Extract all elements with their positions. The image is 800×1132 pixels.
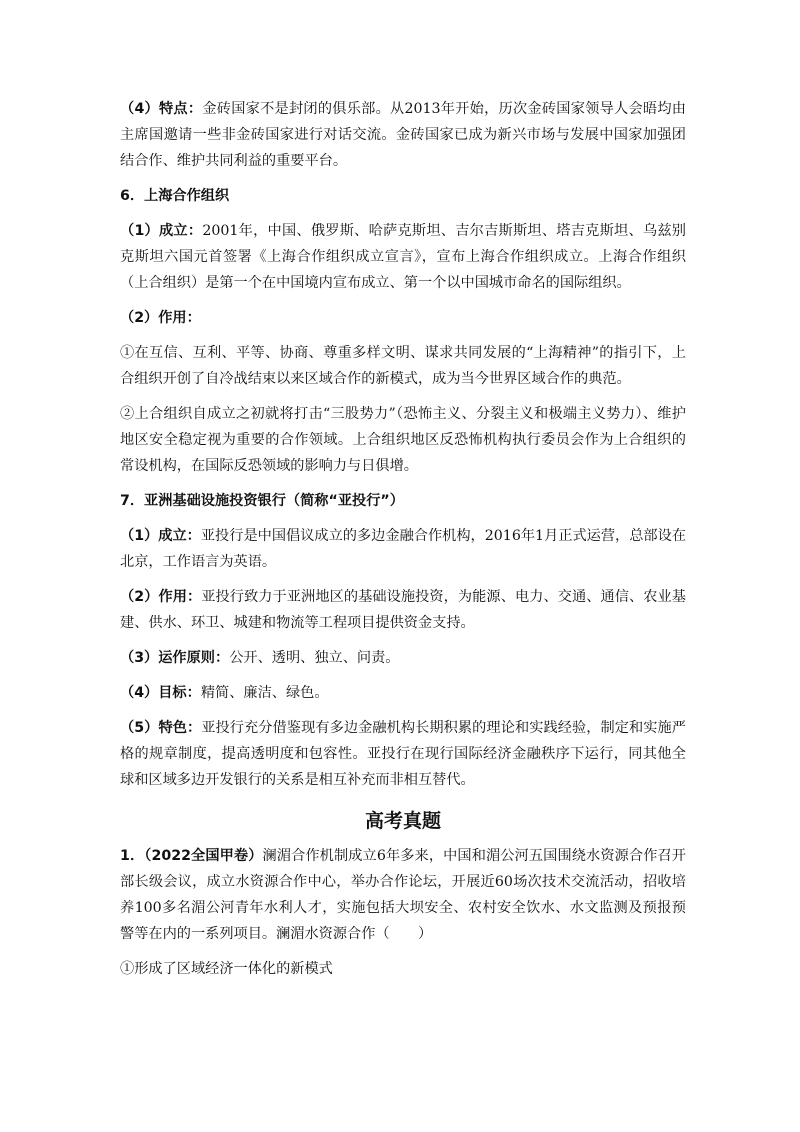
aiib-principle-label: （3）运作原则： — [120, 650, 230, 666]
aiib-founding-paragraph — [120, 523, 686, 575]
exam-question-1-text: 澜湄合作机制成立6年多来，中国和湄公河五国围绕水资源合作召开部长级会议，成立水资源合作中心，举办合作论坛，开展近60场次技术交流活动，招收培养100多名湄公河青年水利人才，实施包括大坝安全、农村安全饮水、水文监测及预报预警等在内的一系列项目。澜湄水资源合作（ ） — [120, 848, 686, 942]
sco-role-item-2: ②上合组织自成立之初就将打击“三股势力”（恐怖主义、分裂主义和极端主义势力）、维护地区安全稳定视为重要的合作领域。上合组织地区反恐怖机构执行委员会作为上合组织的常设机构，在国际反恐领域的影响力与日俱增。 — [120, 406, 686, 474]
brics-trait-label: （4）特点： — [120, 101, 203, 117]
sco-founding-text: 2001年，中国、俄罗斯、哈萨克斯坦、吉尔吉斯斯坦、塔吉克斯坦、乌兹别克斯坦六国元首签署《上海合作组织成立宣言》，宣布上海合作组织成立。上海合作组织（上合组织）是第一个在中国境内宣布成立、第一个以中国城市命名的国际组织。 — [120, 223, 686, 291]
aiib-goal-paragraph — [120, 680, 686, 706]
brics-trait-text: 金砖国家不是封闭的俱乐部。从2013年开始，历次金砖国家领导人会晤均由主席国邀请一些非金砖国家进行对话交流。金砖国家已成为新兴市场与发展中国家加强团结合作、维护共同利益的重要平台。 — [120, 101, 686, 169]
aiib-goal-text: 精简、廉洁、绿色。 — [200, 685, 329, 701]
aiib-role-label: （2）作用： — [120, 589, 202, 605]
aiib-founding-text: 亚投行是中国倡议成立的多边金融合作机构，2016年1月正式运营，总部设在北京，工作语言为英语。 — [120, 528, 687, 570]
aiib-trait-paragraph — [120, 715, 686, 793]
aiib-trait-text: 亚投行充分借鉴现有多边金融机构长期积累的理论和实践经验，制定和实施严格的规章制度，提高透明度和包容性。亚投行在现行国际经济金融秩序下运行，同其他全球和区域多边开发银行的关系是相互补充而非相互替代。 — [120, 720, 686, 788]
aiib-goal-label: （4）目标： — [120, 685, 201, 701]
sco-founding-label: （1）成立： — [120, 223, 203, 239]
aiib-principle-paragraph — [120, 645, 686, 671]
document-page — [120, 96, 686, 982]
sco-section-title: 6．上海合作组织 — [120, 188, 230, 204]
sco-role-item-1: ①在互信、互利、平等、协商、尊重多样文明、谋求共同发展的“上海精神”的指引下，上合组织开创了自冷战结束以来区域合作的新模式，成为当今世界区域合作的典范。 — [120, 345, 686, 387]
exam-question-1 — [120, 843, 686, 947]
aiib-trait-label: （5）特色： — [120, 720, 202, 736]
exam-section-heading: 高考真题 — [364, 810, 441, 832]
sco-role-label: （2）作用： — [120, 310, 201, 326]
sco-founding-paragraph — [120, 218, 686, 296]
aiib-section-title: 7．亚洲基础设施投资银行（简称“亚投行”） — [120, 493, 404, 509]
exam-question-1-option-1: ①形成了区域经济一体化的新模式 — [120, 961, 333, 977]
aiib-role-paragraph — [120, 584, 686, 636]
aiib-role-text: 亚投行致力于亚洲地区的基础设施投资，为能源、电力、交通、通信、农业基建、供水、环卫、城建和物流等工程项目提供资金支持。 — [120, 589, 686, 631]
aiib-principle-text: 公开、透明、独立、问责。 — [229, 650, 400, 666]
aiib-founding-label: （1）成立： — [120, 528, 201, 544]
brics-trait-paragraph — [120, 96, 686, 174]
exam-question-1-label: 1．（2022全国甲卷） — [120, 848, 263, 864]
